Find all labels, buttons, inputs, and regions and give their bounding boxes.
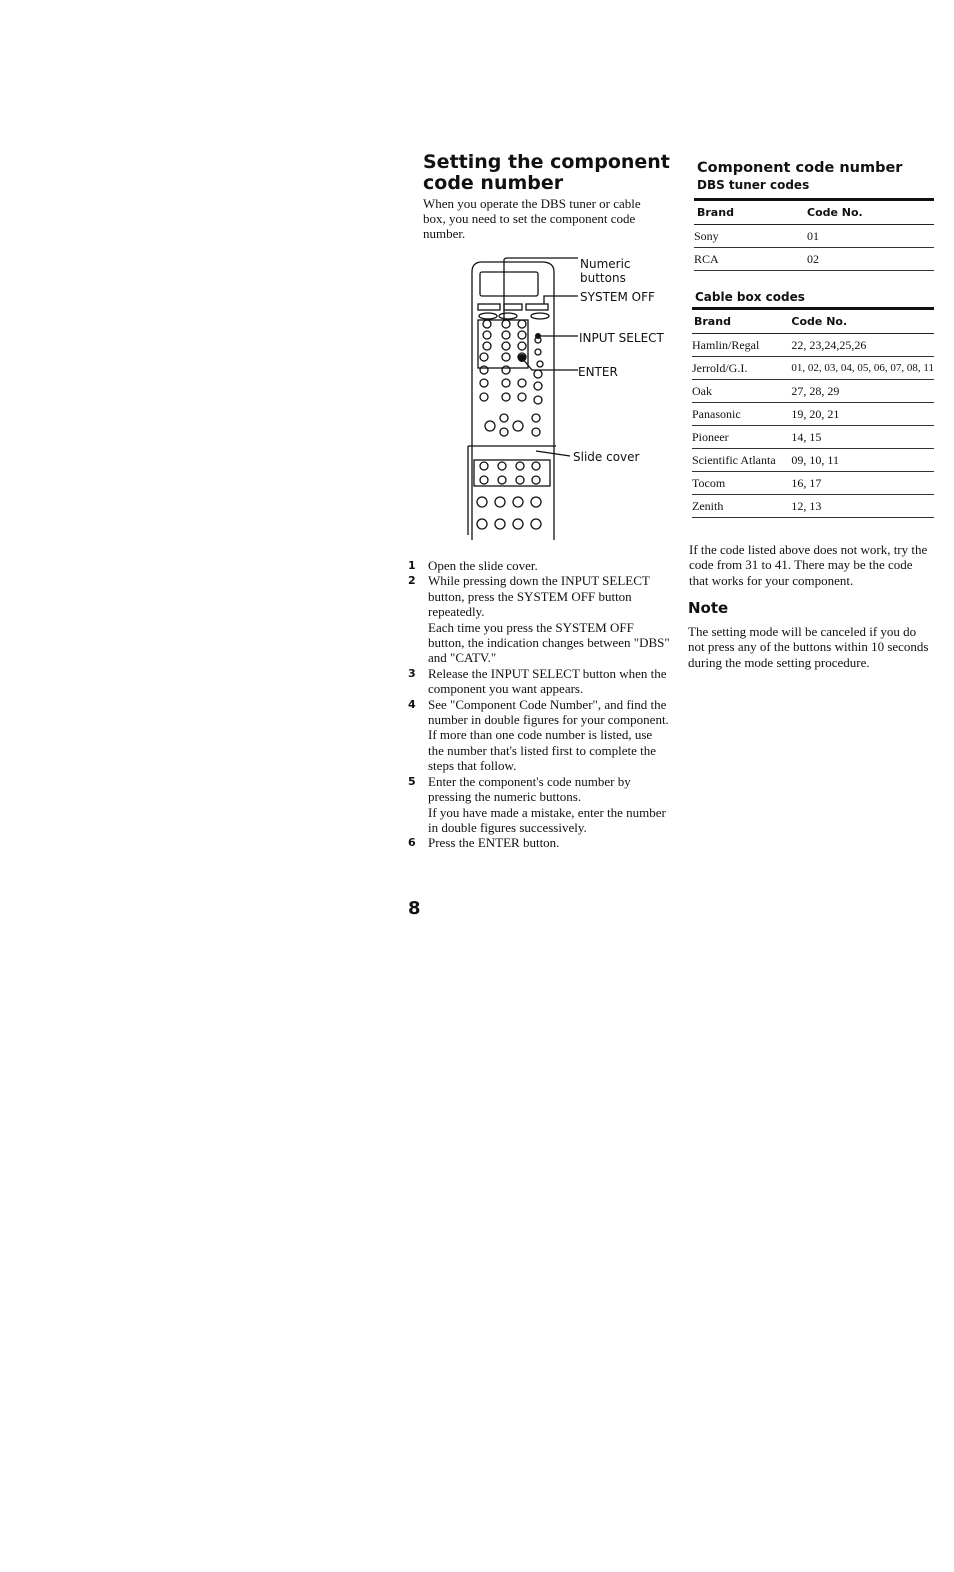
code-header: Code No. xyxy=(791,313,934,334)
code-cell: 19, 20, 21 xyxy=(791,403,934,426)
component-code-heading: Component code number xyxy=(697,160,903,176)
code-cell: 14, 15 xyxy=(791,426,934,449)
step-3 xyxy=(408,666,670,697)
step-text: Open the slide cover. xyxy=(428,558,538,573)
table-top-rule xyxy=(692,307,934,310)
brand-cell: Scientific Atlanta xyxy=(692,449,791,472)
step-number: 5 xyxy=(408,774,416,788)
table-row xyxy=(692,403,934,426)
numeric-buttons-label: Numeric buttons xyxy=(580,257,631,285)
table-row xyxy=(694,248,934,271)
input-select-label: INPUT SELECT xyxy=(579,331,664,345)
table-row xyxy=(692,472,934,495)
brand-cell: Oak xyxy=(692,380,791,403)
step-5 xyxy=(408,774,670,836)
step-text: If more than one code number is listed, use the number that's listed first to complete the steps that follow. xyxy=(428,727,656,774)
step-text: Release the INPUT SELECT button when the component you want appears. xyxy=(428,665,667,697)
code-header: Code No. xyxy=(807,204,934,225)
cable-codes-table xyxy=(692,313,934,518)
note-text: The setting mode will be canceled if you do not press any of the buttons within 10 seconds during the mode setting procedure. xyxy=(688,624,929,670)
table-row xyxy=(692,334,934,357)
table-row xyxy=(692,495,934,518)
code-cell: 01 xyxy=(807,225,934,248)
enter-label: ENTER xyxy=(578,365,618,379)
page-title: Setting the component code number xyxy=(423,151,670,194)
brand-cell: Panasonic xyxy=(692,403,791,426)
code-cell: 09, 10, 11 xyxy=(791,449,934,472)
code-cell: 22, 23,24,25,26 xyxy=(791,334,934,357)
brand-cell: Pioneer xyxy=(692,426,791,449)
step-text: See "Component Code Number", and find the number in double figures for your component. xyxy=(428,696,669,728)
step-number: 6 xyxy=(408,836,416,850)
dbs-codes-subheading: DBS tuner codes xyxy=(697,178,810,192)
brand-cell: Hamlin/Regal xyxy=(692,334,791,357)
table-row xyxy=(692,426,934,449)
step-4 xyxy=(408,697,670,774)
step-text: Enter the component's code number by pressing the numeric buttons. xyxy=(428,773,631,805)
step-number: 4 xyxy=(408,697,416,711)
table-header-row xyxy=(692,313,934,334)
fallback-text: If the code listed above does not work, try the code from 31 to 41. There may be the code that works for your component. xyxy=(689,542,928,588)
table-row xyxy=(692,380,934,403)
step-text: While pressing down the INPUT SELECT button, press the SYSTEM OFF button repeatedly. xyxy=(428,573,650,620)
table-row xyxy=(694,225,934,248)
table-top-rule xyxy=(694,198,934,201)
brand-cell: Sony xyxy=(694,225,807,248)
intro-text: When you operate the DBS tuner or cable box, you need to set the component code number. xyxy=(423,196,641,241)
step-number: 1 xyxy=(408,559,416,572)
code-cell: 16, 17 xyxy=(791,472,934,495)
code-cell: 02 xyxy=(807,248,934,271)
brand-cell: RCA xyxy=(694,248,807,271)
brand-cell: Jerrold/G.I. xyxy=(692,357,791,380)
code-cell: 27, 28, 29 xyxy=(791,380,934,403)
brand-header: Brand xyxy=(692,313,791,334)
steps-list xyxy=(408,558,670,851)
step-text: Press the ENTER button. xyxy=(428,835,560,851)
note-heading: Note xyxy=(688,599,729,617)
brand-header: Brand xyxy=(694,204,807,225)
step-text: If you have made a mistake, enter the number in double figures successively. xyxy=(428,804,666,835)
slide-cover-label: Slide cover xyxy=(573,450,640,464)
system-off-label: SYSTEM OFF xyxy=(580,290,655,304)
table-row xyxy=(692,357,934,380)
code-cell: 12, 13 xyxy=(791,495,934,518)
step-text: Each time you press the SYSTEM OFF button, the indication changes between "DBS" and "CATV." xyxy=(428,619,670,666)
brand-cell: Zenith xyxy=(692,495,791,518)
code-cell: 01, 02, 03, 04, 05, 06, 07, 08, 11 xyxy=(791,357,934,380)
dbs-codes-table xyxy=(694,204,934,271)
step-1 xyxy=(408,558,670,573)
page-number: 8 xyxy=(408,898,421,919)
step-number: 3 xyxy=(408,666,416,680)
table-row xyxy=(692,449,934,472)
step-6 xyxy=(408,835,670,850)
table-header-row xyxy=(694,204,934,225)
step-number: 2 xyxy=(408,574,416,588)
step-2 xyxy=(408,573,670,665)
brand-cell: Tocom xyxy=(692,472,791,495)
cable-codes-subheading: Cable box codes xyxy=(695,290,805,304)
